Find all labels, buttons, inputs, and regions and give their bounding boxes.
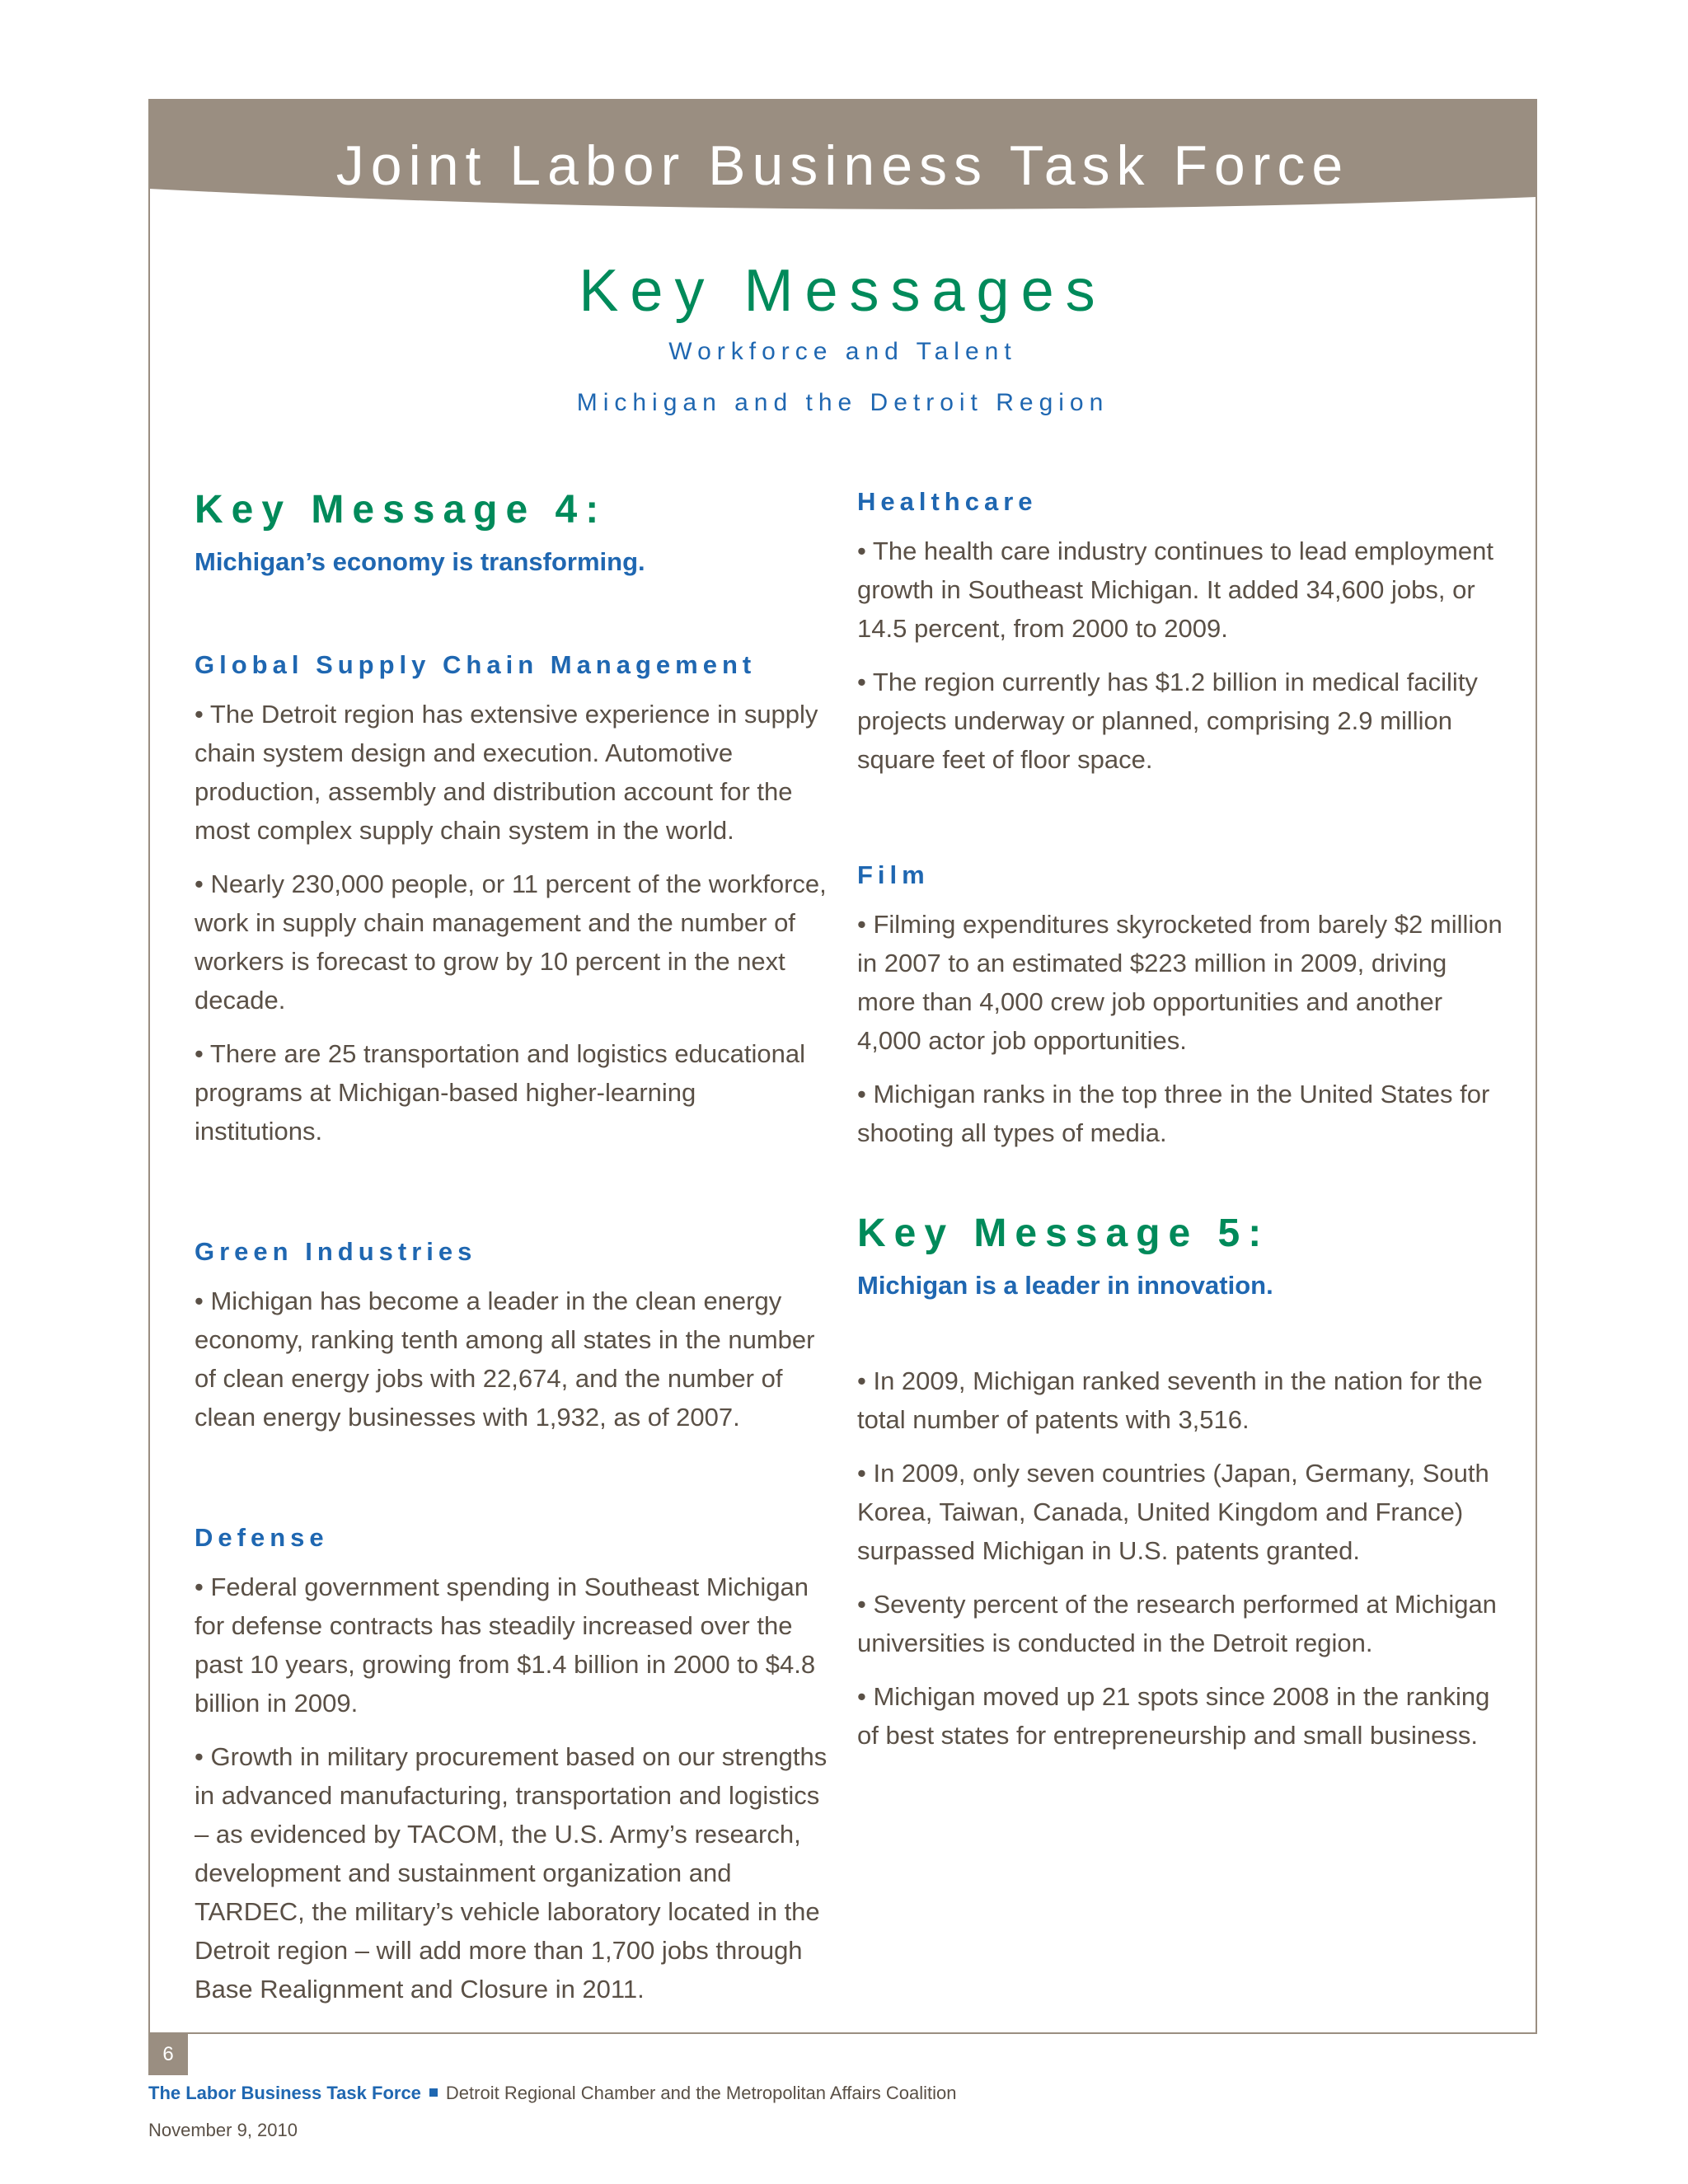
square-bullet-icon: [429, 2088, 438, 2097]
section-heading-film: Film: [857, 860, 930, 890]
list-item: • Michigan moved up 21 spots since 2008 in the ranking of best states for entrepreneurship and small business.: [857, 1682, 1490, 1750]
key-message-5-subheading: Michigan is a leader in innovation.: [857, 1270, 1273, 1300]
list-item: • The health care industry continues to lead employment growth in Southeast Michigan. It added 34,600 jobs, or 14.5 percent, from 2000 to 2009.: [857, 537, 1493, 644]
footer-date: November 9, 2010: [148, 2120, 298, 2140]
list-item: • Nearly 230,000 people, or 11 percent of the workforce, work in supply chain management and the number of workers is forecast to grow by 10 percent in the next decade.: [195, 869, 827, 1015]
list-item: • Michigan ranks in the top three in the United States for shooting all types of media.: [857, 1080, 1490, 1148]
page-title: Key Messages: [579, 258, 1107, 324]
section-heading-green-industries: Green Industries: [195, 1237, 477, 1267]
banner-title: Joint Labor Business Task Force: [335, 134, 1350, 197]
list-item: • Federal government spending in Southeast Michigan for defense contracts has steadily increased over the past 10 years, growing from $1.4 billion in 2000 to $4.8 billion in 2009.: [195, 1572, 816, 1718]
list-item: • Seventy percent of the research performed at Michigan universities is conducted in the Detroit region.: [857, 1590, 1497, 1658]
section-heading-supply-chain: Global Supply Chain Management: [195, 649, 757, 679]
key-message-5-heading: Key Message 5:: [857, 1212, 1270, 1256]
section-heading-healthcare: Healthcare: [857, 487, 1038, 516]
left-column: [195, 486, 829, 2008]
footer: [148, 2083, 957, 2104]
list-item: • In 2009, Michigan ranked seventh in the nation for the total number of patents with 3,516.: [857, 1366, 1483, 1435]
key-message-4-subheading: Michigan’s economy is transforming.: [195, 546, 645, 576]
right-column: [857, 486, 1508, 1755]
list-item: • The region currently has $1.2 billion in medical facility projects underway or planned, comprising 2.9 million square feet of floor space.: [857, 668, 1478, 775]
list-item: • In 2009, only seven countries (Japan, Germany, South Korea, Taiwan, Canada, United Kingdom and France) surpassed Michigan in U.S. patents granted.: [857, 1459, 1489, 1566]
section-heading-defense: Defense: [195, 1523, 329, 1553]
list-item: • There are 25 transportation and logistics educational programs at Michigan-based higher-learning institutions.: [195, 1039, 805, 1146]
subtitle-region: Michigan and the Detroit Region: [576, 389, 1109, 416]
list-item: • Michigan has become a leader in the clean energy economy, ranking tenth among all states in the number of clean energy jobs with 22,674, and the number of clean energy businesses with 1,932, as of 2007.: [195, 1286, 815, 1432]
key-message-4-heading: Key Message 4:: [195, 488, 607, 532]
list-item: • Filming expenditures skyrocketed from barely $2 million in 2007 to an estimated $223 million in 2009, driving more than 4,000 crew job opportunities and another 4,000 actor job opportunities.: [857, 910, 1503, 1056]
list-item: • Growth in military procurement based on our strengths in advanced manufacturing, transportation and logistics – as evidenced by TACOM, the U.S. Army’s research, development and sustainment organization and TARDEC, the military’s vehicle laboratory located in the Detroit region – will add more than 1,700 jobs through Base Realignment and Closure in 2011.: [195, 1742, 828, 2004]
page-number: 6: [148, 2034, 188, 2075]
subtitle-workforce: Workforce and Talent: [668, 338, 1017, 365]
list-item: • The Detroit region has extensive experience in supply chain system design and execution. Automotive production, assembly and distribution account for the most complex supply chain system in the world.: [195, 700, 818, 846]
footer-brand: The Labor Business Task Force: [148, 2083, 421, 2103]
footer-organization: Detroit Regional Chamber and the Metropolitan Affairs Coalition: [445, 2083, 957, 2103]
